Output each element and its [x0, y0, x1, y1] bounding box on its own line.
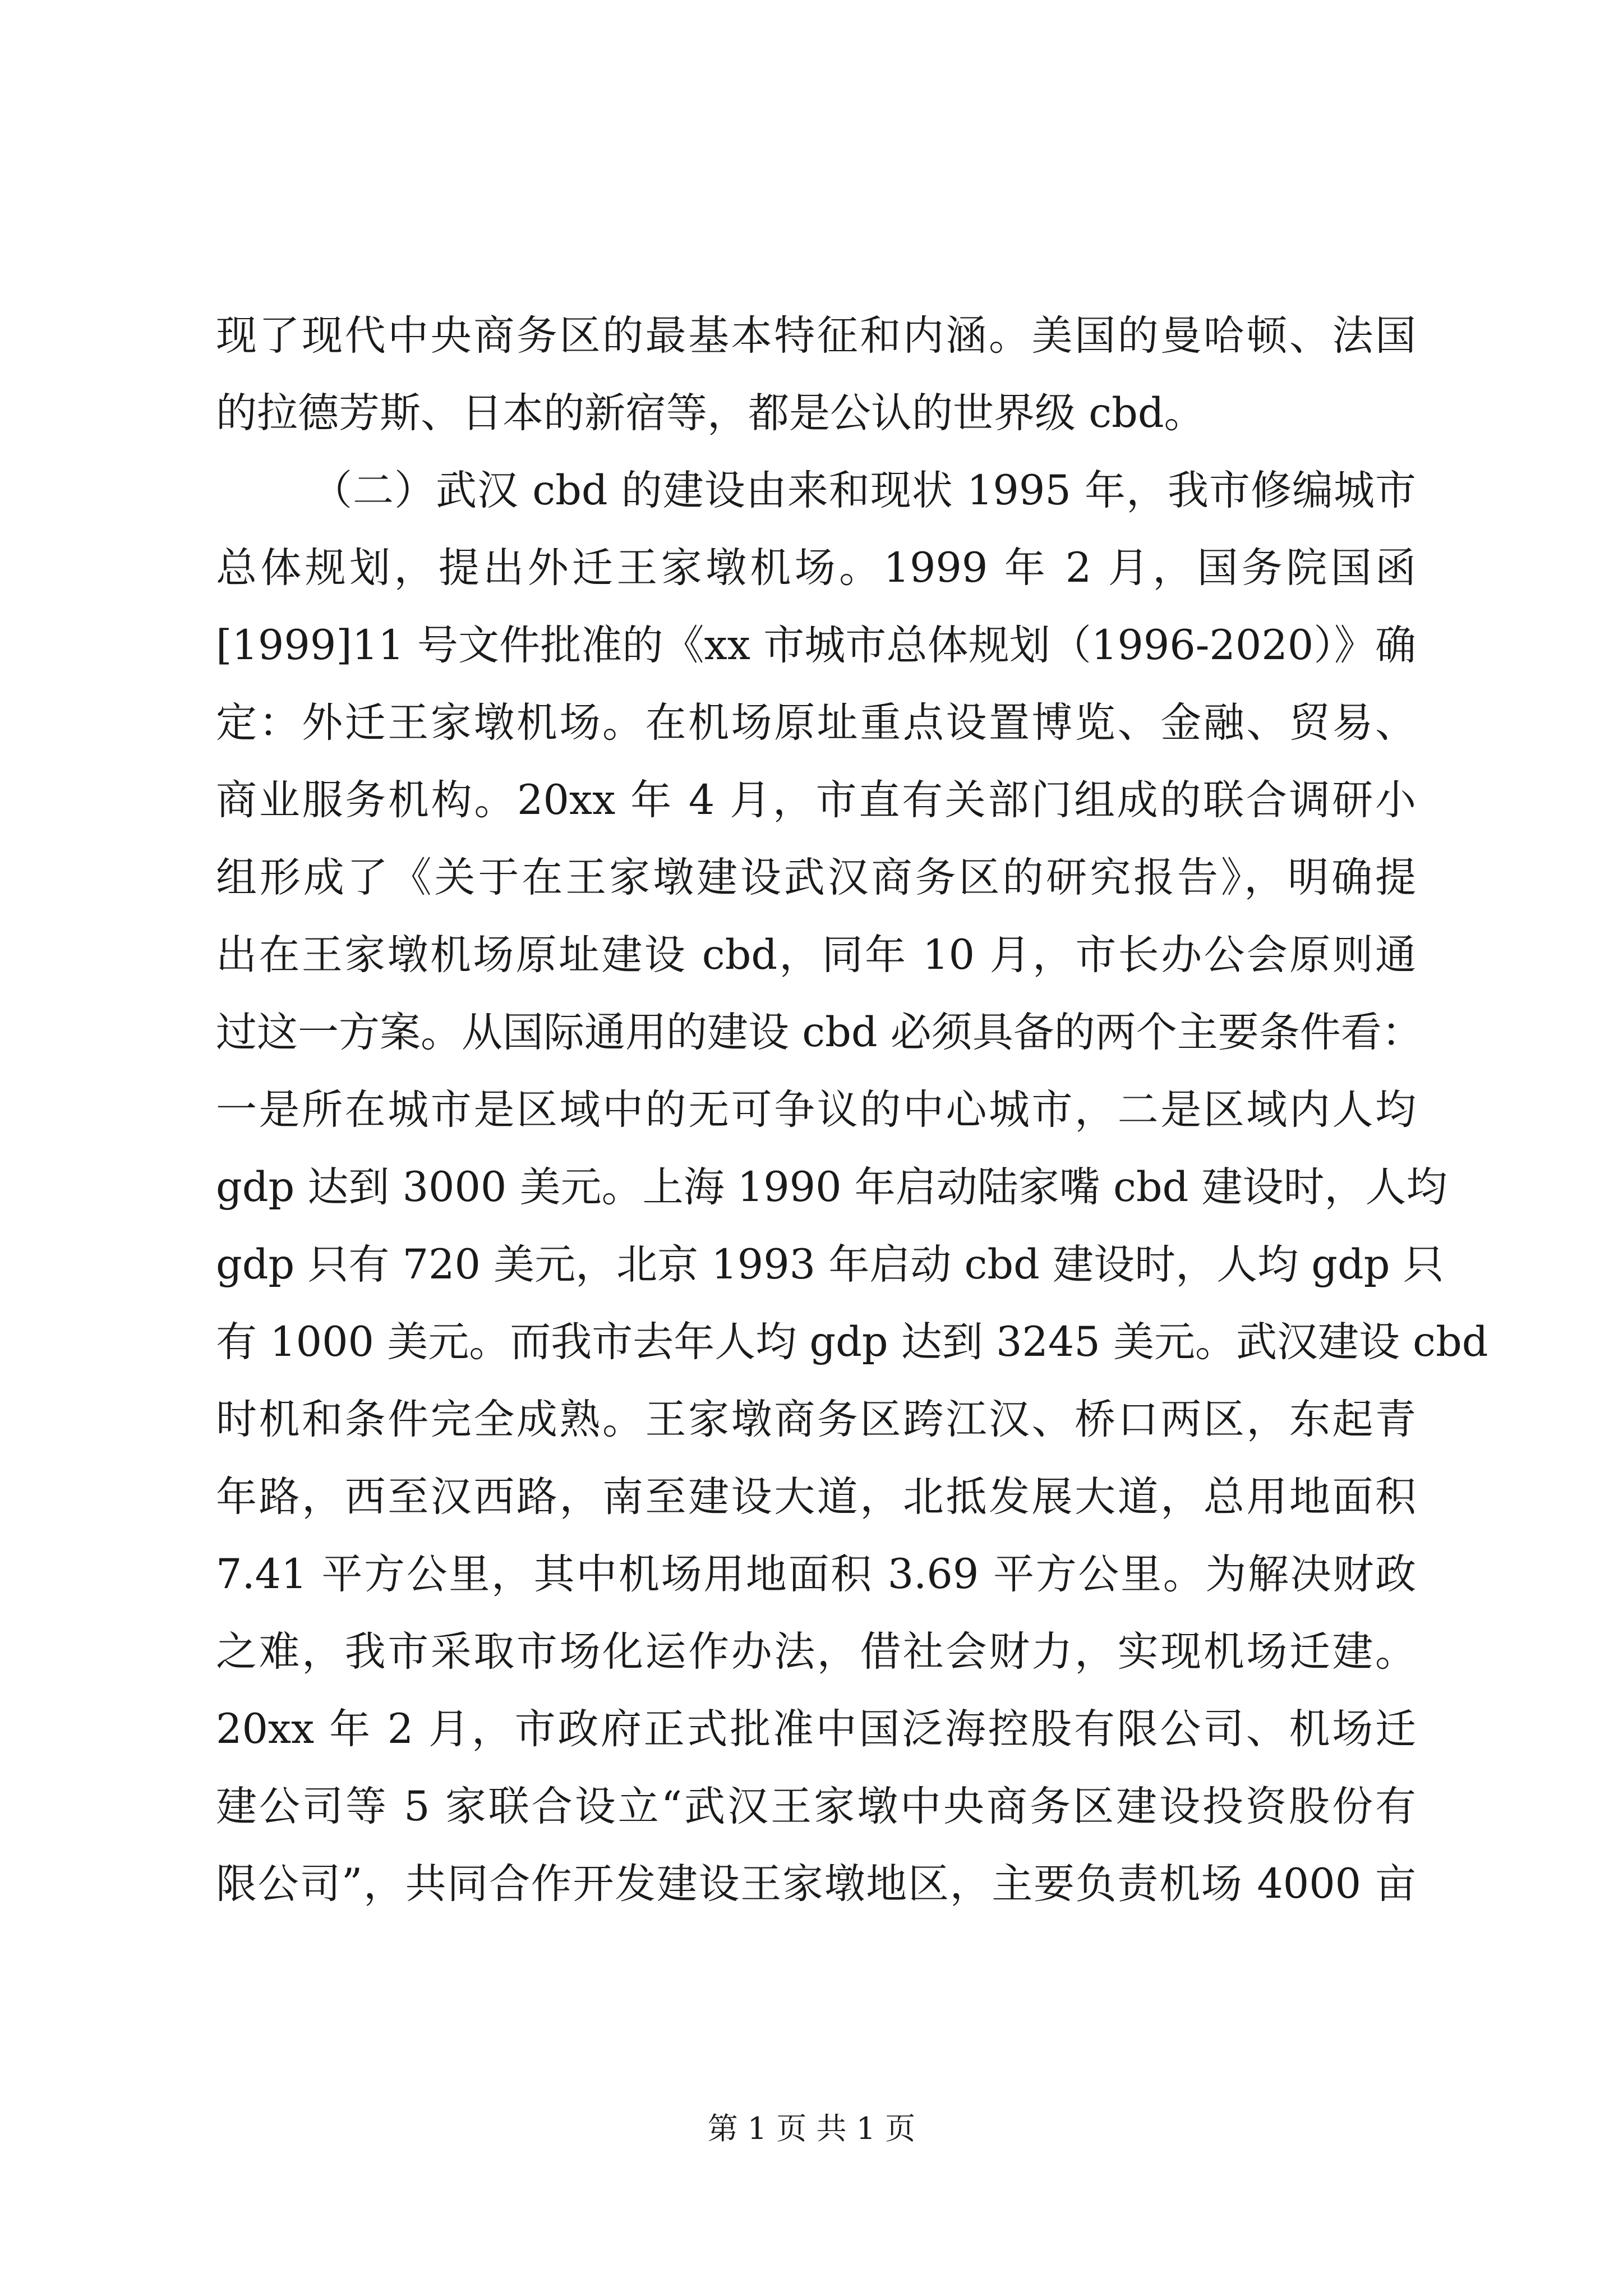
text-line: 商业服务机构。20xx 年 4 月，市直有关部门组成的联合调研小 — [216, 776, 1416, 824]
text-line: 定：外迁王家墩机场。在机场原址重点设置博览、金融、贸易、 — [216, 699, 1416, 747]
text-line: 建公司等 5 家联合设立“武汉王家墩中央商务区建设投资股份有 — [216, 1783, 1416, 1830]
text-line: 总体规划，提出外迁王家墩机场。1999 年 2 月，国务院国函 — [216, 544, 1416, 592]
text-line: 的拉德芳斯、日本的新宿等，都是公认的世界级 cbd。 — [216, 389, 1205, 437]
text-line: 现了现代中央商务区的最基本特征和内涵。美国的曼哈顿、法国 — [216, 312, 1416, 360]
text-line: 时机和条件完全成熟。王家墩商务区跨江汉、桥口两区，东起青 — [216, 1396, 1416, 1443]
text-line: 有 1000 美元。而我市去年人均 gdp 达到 3245 美元。武汉建设 cbd — [216, 1318, 1488, 1366]
text-line: 过这一方案。从国际通用的建设 cbd 必须具备的两个主要条件看： — [216, 1009, 1423, 1056]
text-line: gdp 达到 3000 美元。上海 1990 年启动陆家嘴 cbd 建设时，人均 — [216, 1163, 1447, 1211]
text-line: gdp 只有 720 美元，北京 1993 年启动 cbd 建设时，人均 gdp 只 — [216, 1241, 1444, 1289]
text-line: 年路，西至汉西路，南至建设大道，北抵发展大道，总用地面积 — [216, 1473, 1416, 1521]
text-line: 一是所在城市是区域中的无可争议的中心城市，二是区域内人均 — [216, 1086, 1416, 1134]
text-line: 限公司”，共同合作开发建设王家墩地区，主要负责机场 4000 亩 — [216, 1860, 1416, 1908]
text-line: [1999]11 号文件批准的《xx 市城市总体规划（1996-2020）》确 — [216, 622, 1416, 669]
text-line: 20xx 年 2 月，市政府正式批准中国泛海控股有限公司、机场迁 — [216, 1705, 1416, 1753]
document-body — [216, 297, 1488, 1923]
page-number-label: 第 1 页 共 1 页 — [707, 2111, 916, 2146]
text-line: 出在王家墩机场原址建设 cbd，同年 10 月，市长办公会原则通 — [216, 931, 1416, 979]
text-line: （二）武汉 cbd 的建设由来和现状 1995 年，我市修编城市 — [311, 467, 1416, 514]
page-footer — [0, 2109, 1623, 2148]
text-line: 组形成了《关于在王家墩建设武汉商务区的研究报告》，明确提 — [216, 854, 1416, 901]
text-line: 之难，我市采取市场化运作办法，借社会财力，实现机场迁建。 — [216, 1628, 1416, 1676]
text-line: 7.41 平方公里，其中机场用地面积 3.69 平方公里。为解决财政 — [216, 1550, 1416, 1598]
